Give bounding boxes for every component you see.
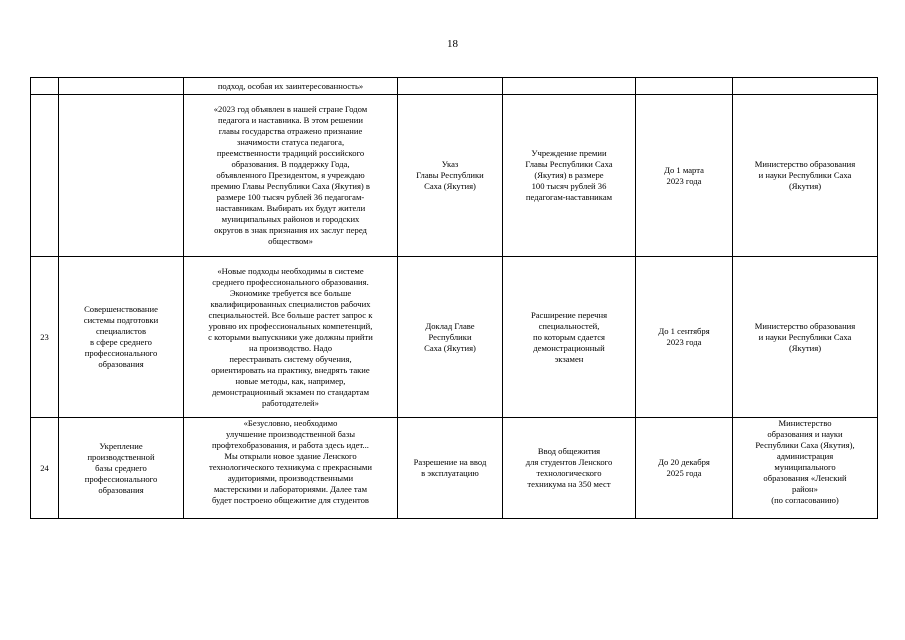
responsible-cell: Министерство образования и науки Республики Саха (Якутия) bbox=[733, 95, 878, 257]
measure-title-cell: Укрепление производственной базы среднего профессионального образования bbox=[59, 418, 184, 519]
result-cell bbox=[503, 78, 636, 95]
deadline-cell: До 20 декабря 2025 года bbox=[636, 418, 733, 519]
table-row bbox=[31, 78, 878, 95]
table-row bbox=[31, 418, 878, 519]
mechanism-cell: Доклад Главе Республики Саха (Якутия) bbox=[398, 257, 503, 418]
quote-cell: подход, особая их заинтересованность» bbox=[184, 78, 398, 95]
deadline-cell bbox=[636, 78, 733, 95]
row-number-cell: 24 bbox=[31, 418, 59, 519]
responsible-cell: Министерство образования и науки Республики Саха (Якутия), администрация муниципального образования «Ленский район» (по согласованию) bbox=[733, 418, 878, 519]
quote-cell: «Новые подходы необходимы в системе среднего профессионального образования. Экономике требуется все больше квалифицированных специалистов рабочих специальностей. Все больше растет запрос к уровню их профессиональных компетенций, с которыми выпускники уже должны прийти на производство. Надо перестраивать систему обучения, ориентировать на практику, внедрять такие новые методы, как, например, демонстрационный экзамен по стандартам работодателей» bbox=[184, 257, 398, 418]
measures-table bbox=[30, 77, 878, 519]
quote-cell: «Безусловно, необходимо улучшение производственной базы профтехобразования, и работа здесь идет... Мы открыли новое здание Ленского технологического техникума с прекрасными аудиториями, производственными мастерскими и лабораториями. Далее там будет построено общежитие для студентов bbox=[184, 418, 398, 519]
row-number-cell bbox=[31, 78, 59, 95]
measure-title-cell bbox=[59, 78, 184, 95]
row-number-cell: 23 bbox=[31, 257, 59, 418]
measure-title-cell: Совершенствование системы подготовки специалистов в сфере среднего профессионального образования bbox=[59, 257, 184, 418]
measure-title-cell bbox=[59, 95, 184, 257]
mechanism-cell: Разрешение на ввод в эксплуатацию bbox=[398, 418, 503, 519]
mechanism-cell bbox=[398, 78, 503, 95]
table-row bbox=[31, 257, 878, 418]
result-cell: Расширение перечня специальностей, по которым сдается демонстрационный экзамен bbox=[503, 257, 636, 418]
result-cell: Ввод общежития для студентов Ленского технологического техникума на 350 мест bbox=[503, 418, 636, 519]
mechanism-cell: Указ Главы Республики Саха (Якутия) bbox=[398, 95, 503, 257]
deadline-cell: До 1 марта 2023 года bbox=[636, 95, 733, 257]
row-number-cell bbox=[31, 95, 59, 257]
quote-cell: «2023 год объявлен в нашей стране Годом педагога и наставника. В этом решении главы государства отражено признание значимости статуса педагога, преемственности традиций российского образования. В поддержку Года, объявленного Президентом, я учреждаю премию Главы Республики Саха (Якутия) в размере 100 тысяч рублей 36 педагогам- наставникам. Выбирать их будут жители муниципальных районов и городских округов в знак признания их заслуг перед обществом» bbox=[184, 95, 398, 257]
deadline-cell: До 1 сентября 2023 года bbox=[636, 257, 733, 418]
page-number: 18 bbox=[447, 38, 458, 50]
table-row bbox=[31, 95, 878, 257]
responsible-cell bbox=[733, 78, 878, 95]
responsible-cell: Министерство образования и науки Республики Саха (Якутия) bbox=[733, 257, 878, 418]
result-cell: Учреждение премии Главы Республики Саха (Якутия) в размере 100 тысяч рублей 36 педагогам-наставникам bbox=[503, 95, 636, 257]
